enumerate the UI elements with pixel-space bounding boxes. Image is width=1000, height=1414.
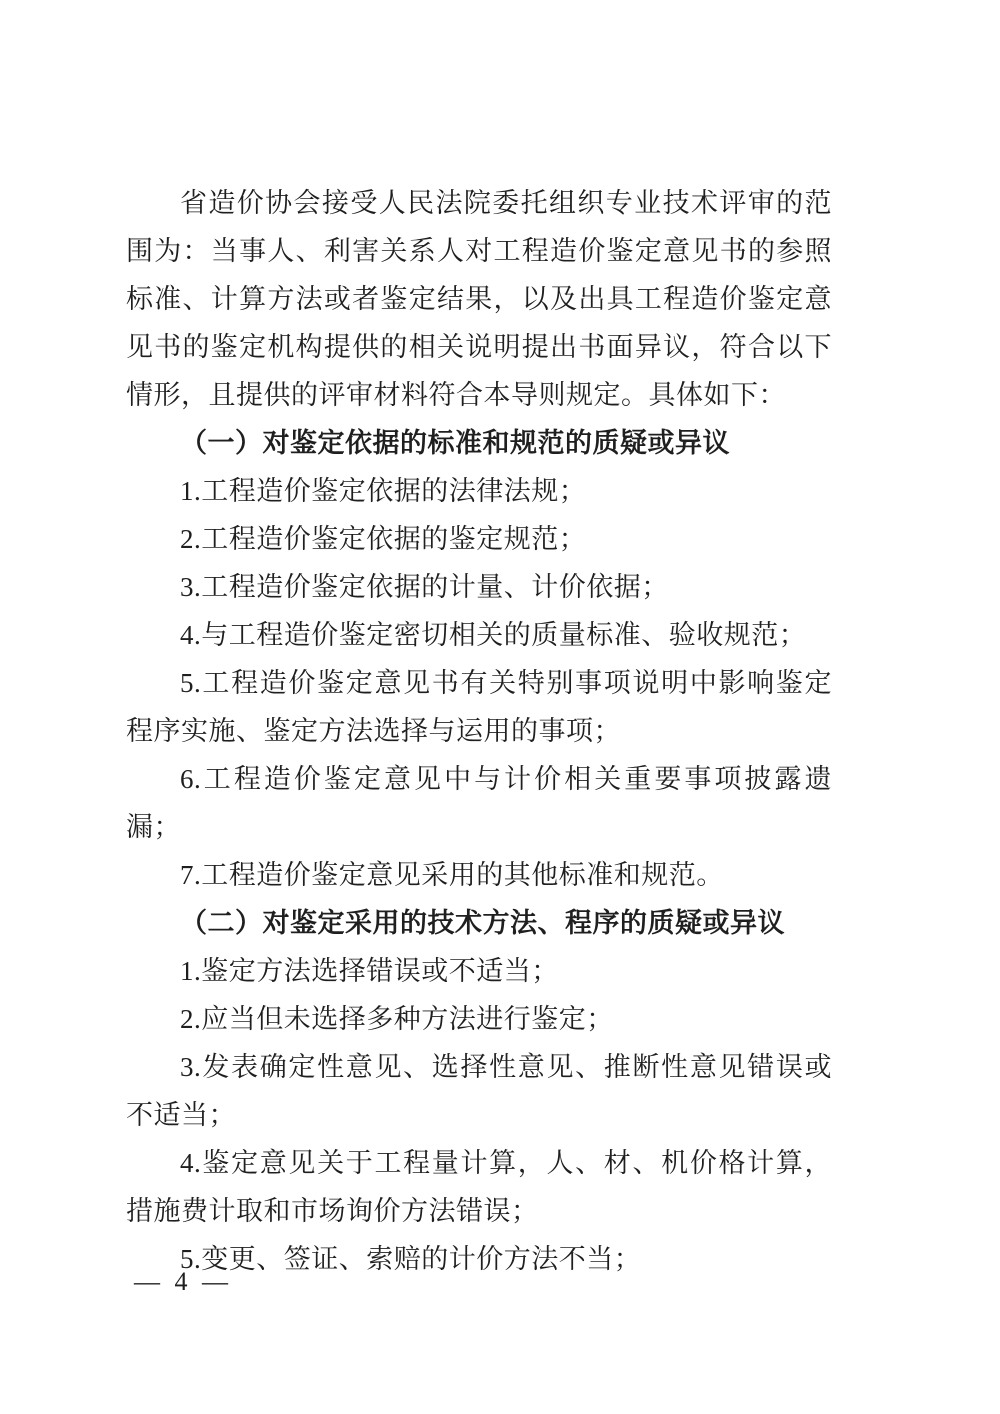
list-item: 6.工程造价鉴定意见中与计价相关重要事项披露遗漏； (126, 764, 832, 842)
section-heading-2: （二）对鉴定采用的技术方法、程序的质疑或异议 (180, 908, 785, 938)
list-item: 2.工程造价鉴定依据的鉴定规范； (180, 524, 587, 554)
list-item: 5.变更、签证、索赔的计价方法不当； (180, 1244, 642, 1274)
list-item: 3.工程造价鉴定依据的计量、计价依据； (180, 572, 669, 602)
list-item: 4.鉴定意见关于工程量计算，人、材、机价格计算，措施费计取和市场询价方法错误； (126, 1148, 832, 1226)
paragraph-intro: 省造价协会接受人民法院委托组织专业技术评审的范围为：当事人、利害关系人对工程造价鉴定意见书的参照标准、计算方法或者鉴定结果，以及出具工程造价鉴定意见书的鉴定机构提供的相关说明提出书面异议，符合以下情形，且提供的评审材料符合本导则规定。具体如下： (126, 188, 832, 410)
document-body (126, 179, 832, 1283)
list-item: 7.工程造价鉴定意见采用的其他标准和规范。 (180, 860, 724, 890)
list-item: 4.与工程造价鉴定密切相关的质量标准、验收规范； (180, 620, 807, 650)
list-item: 5.工程造价鉴定意见书有关特别事项说明中影响鉴定程序实施、鉴定方法选择与运用的事项； (126, 668, 832, 746)
list-item: 2.应当但未选择多种方法进行鉴定； (180, 1004, 614, 1034)
page-number: — 4 — (134, 1267, 232, 1296)
list-item: 3.发表确定性意见、选择性意见、推断性意见错误或不适当； (126, 1052, 832, 1130)
section-heading-1: （一）对鉴定依据的标准和规范的质疑或异议 (180, 428, 730, 458)
list-item: 1.鉴定方法选择错误或不适当； (180, 956, 559, 986)
list-item: 1.工程造价鉴定依据的法律法规； (180, 476, 587, 506)
